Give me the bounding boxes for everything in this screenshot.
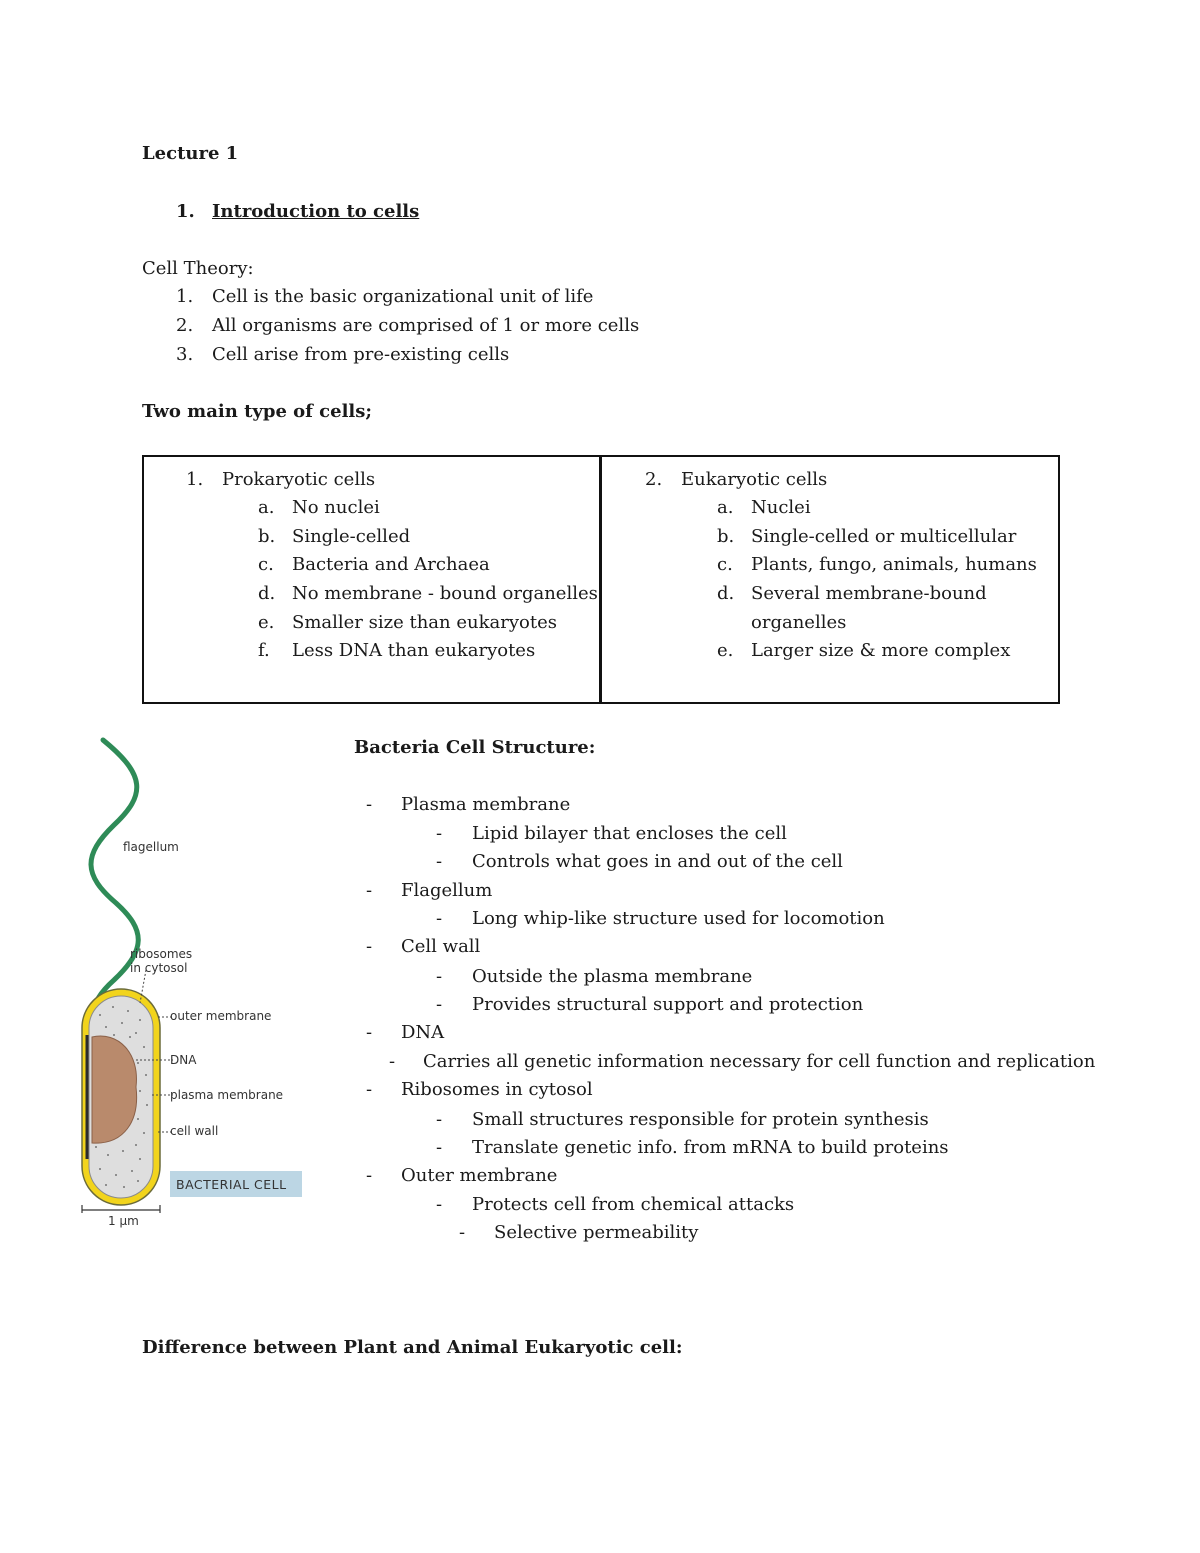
- bacteria-line-3: Controls what goes in and out of the cell: [472, 851, 843, 872]
- eukaryotic-letter-b: b.: [717, 526, 735, 547]
- eukaryotic-letter-e: e.: [717, 640, 734, 661]
- label-plasma-membrane: plasma membrane: [170, 1088, 284, 1102]
- bacteria-line-11: Ribosomes in cytosol: [401, 1079, 593, 1100]
- bacteria-line-2: Lipid bilayer that encloses the cell: [472, 823, 787, 844]
- table-divider: [599, 455, 602, 704]
- bullet-dash: -: [436, 994, 443, 1015]
- bacteria-line-16: Selective permeability: [494, 1222, 699, 1243]
- bacteria-line-1: Plasma membrane: [401, 794, 571, 815]
- cell-theory-item-3: Cell arise from pre-existing cells: [212, 344, 510, 365]
- eukaryotic-item-d: Several membrane-bound: [751, 583, 987, 604]
- eukaryotic-item-d-cont: organelles: [751, 612, 847, 633]
- prokaryotic-item-b: Single-celled: [292, 526, 411, 547]
- section-number: 1.: [176, 201, 195, 222]
- label-ribosomes-1: ribosomes: [130, 947, 193, 961]
- bullet-dash: -: [436, 908, 443, 929]
- eukaryotic-item-a: Nuclei: [751, 497, 811, 518]
- bullet-dash: -: [366, 936, 373, 957]
- bullet-dash: -: [436, 966, 443, 987]
- bullet-dash: -: [436, 823, 443, 844]
- bullet-dash: -: [389, 1051, 396, 1072]
- section-title: Introduction to cells: [212, 201, 420, 222]
- label-bacterial-cell: BACTERIAL CELL: [176, 1177, 287, 1192]
- bullet-dash: -: [436, 1137, 443, 1158]
- prokaryotic-letter-a: a.: [258, 497, 275, 518]
- bacteria-line-8: Provides structural support and protection: [472, 994, 864, 1015]
- bullet-dash: -: [366, 880, 373, 901]
- bacterial-cell-diagram: [78, 735, 318, 1230]
- eukaryotic-letter-a: a.: [717, 497, 734, 518]
- cell-types-heading: Two main type of cells;: [142, 401, 373, 422]
- bullet-dash: -: [366, 1022, 373, 1043]
- label-dna: DNA: [170, 1053, 197, 1067]
- label-ribosomes-2: in cytosol: [130, 961, 188, 975]
- bullet-dash: -: [366, 1165, 373, 1186]
- cell-theory-num-3: 3.: [176, 344, 194, 365]
- lecture-title: Lecture 1: [142, 143, 239, 164]
- difference-heading: Difference between Plant and Animal Eukaryotic cell:: [142, 1337, 683, 1358]
- bacteria-line-5: Long whip-like structure used for locomotion: [472, 908, 885, 929]
- cell-theory-num-1: 1.: [176, 286, 194, 307]
- bacteria-line-9: DNA: [401, 1022, 445, 1043]
- prokaryotic-letter-e: e.: [258, 612, 275, 633]
- label-flagellum: flagellum: [123, 840, 179, 854]
- eukaryotic-num: 2.: [645, 469, 663, 490]
- bacteria-line-12: Small structures responsible for protein synthesis: [472, 1109, 929, 1130]
- prokaryotic-item-d: No membrane - bound organelles: [292, 583, 598, 604]
- eukaryotic-item-b: Single-celled or multicellular: [751, 526, 1017, 547]
- bullet-dash: -: [436, 1194, 443, 1215]
- prokaryotic-item-a: No nuclei: [292, 497, 380, 518]
- prokaryotic-num: 1.: [186, 469, 204, 490]
- bacteria-line-14: Outer membrane: [401, 1165, 558, 1186]
- prokaryotic-item-c: Bacteria and Archaea: [292, 554, 490, 575]
- bullet-dash: -: [436, 851, 443, 872]
- cell-theory-item-2: All organisms are comprised of 1 or more cells: [212, 315, 640, 336]
- eukaryotic-item-c: Plants, fungo, animals, humans: [751, 554, 1037, 575]
- prokaryotic-letter-c: c.: [258, 554, 274, 575]
- cell-theory-num-2: 2.: [176, 315, 194, 336]
- prokaryotic-title: Prokaryotic cells: [222, 469, 376, 490]
- bullet-dash: -: [366, 1079, 373, 1100]
- prokaryotic-letter-d: d.: [258, 583, 276, 604]
- prokaryotic-letter-b: b.: [258, 526, 276, 547]
- cell-theory-heading: Cell Theory:: [142, 258, 254, 279]
- label-cell-wall: cell wall: [170, 1124, 219, 1138]
- bullet-dash: -: [459, 1222, 466, 1243]
- bacteria-line-4: Flagellum: [401, 880, 493, 901]
- eukaryotic-letter-d: d.: [717, 583, 735, 604]
- eukaryotic-title: Eukaryotic cells: [681, 469, 828, 490]
- prokaryotic-letter-f: f.: [258, 640, 270, 661]
- bullet-dash: -: [366, 794, 373, 815]
- prokaryotic-item-f: Less DNA than eukaryotes: [292, 640, 536, 661]
- prokaryotic-item-e: Smaller size than eukaryotes: [292, 612, 557, 633]
- bacteria-line-7: Outside the plasma membrane: [472, 966, 753, 987]
- bacteria-line-15: Protects cell from chemical attacks: [472, 1194, 795, 1215]
- bacteria-line-13: Translate genetic info. from mRNA to build proteins: [472, 1137, 949, 1158]
- eukaryotic-letter-c: c.: [717, 554, 733, 575]
- bacteria-heading: Bacteria Cell Structure:: [354, 737, 596, 758]
- label-outer-membrane: outer membrane: [170, 1009, 272, 1023]
- cell-theory-item-1: Cell is the basic organizational unit of life: [212, 286, 594, 307]
- bullet-dash: -: [436, 1109, 443, 1130]
- bacteria-line-10: Carries all genetic information necessary for cell function and replication: [423, 1051, 1096, 1072]
- eukaryotic-item-e: Larger size & more complex: [751, 640, 1011, 661]
- bacteria-line-6: Cell wall: [401, 936, 481, 957]
- label-scale: 1 µm: [108, 1214, 139, 1228]
